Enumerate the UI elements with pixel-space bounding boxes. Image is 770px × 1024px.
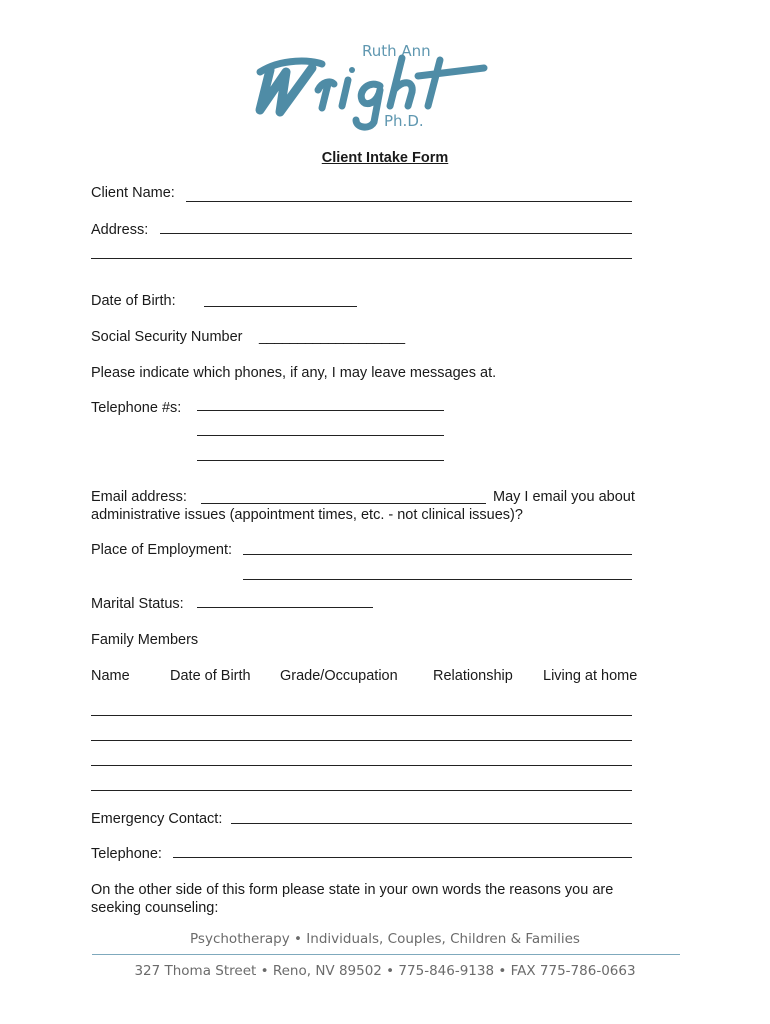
closing-instruction-continued: seeking counseling: (91, 900, 219, 916)
ssn-field[interactable]: ___________________ (259, 329, 405, 345)
telephone-label: Telephone: (91, 846, 162, 862)
email-question-text: May I email you about (493, 489, 635, 505)
family-column-date-of-birth: Date of Birth (170, 668, 251, 684)
email-label: Email address: (91, 489, 187, 505)
client-name-label: Client Name: (91, 185, 175, 201)
address-field-line-2[interactable] (91, 258, 632, 259)
emergency-contact-label: Emergency Contact: (91, 811, 223, 827)
dob-field[interactable] (204, 306, 357, 307)
telephone-field-1[interactable] (197, 410, 444, 411)
telephones-label: Telephone #s: (91, 400, 182, 416)
dob-label: Date of Birth: (91, 293, 176, 309)
footer-divider (92, 954, 680, 955)
telephone-field-2[interactable] (197, 435, 444, 436)
email-field[interactable] (201, 503, 486, 504)
employment-field-line-1[interactable] (243, 554, 632, 555)
family-column-name: Name (91, 668, 130, 684)
marital-status-field[interactable] (197, 607, 373, 608)
logo-script-mark (252, 50, 492, 132)
ssn-label: Social Security Number (91, 329, 243, 345)
footer-contact: 327 Thoma Street • Reno, NV 89502 • 775-846-9138 • FAX 775-786-0663 (134, 963, 636, 979)
family-column-relationship: Relationship (433, 668, 513, 684)
logo-name-text: Ruth Ann (362, 42, 431, 60)
telephone-field-3[interactable] (197, 460, 444, 461)
address-field-line-1[interactable] (160, 233, 632, 234)
family-row-line-2[interactable] (91, 740, 632, 741)
family-column-grade-occupation: Grade/Occupation (280, 668, 398, 684)
form-title: Client Intake Form (321, 150, 449, 166)
logo-degree-text: Ph.D. (384, 112, 424, 130)
phones-instruction: Please indicate which phones, if any, I may leave messages at. (91, 365, 497, 381)
address-label: Address: (91, 222, 149, 238)
family-row-line-3[interactable] (91, 765, 632, 766)
email-question-text-continued: administrative issues (appointment times, etc. - not clinical issues)? (91, 507, 523, 523)
family-column-living-at-home: Living at home (543, 668, 638, 684)
telephone-field[interactable] (173, 857, 632, 858)
emergency-contact-field[interactable] (231, 823, 632, 824)
footer-services: Psychotherapy • Individuals, Couples, Children & Families (190, 931, 580, 947)
marital-status-label: Marital Status: (91, 596, 184, 612)
closing-instruction: On the other side of this form please state in your own words the reasons you are (91, 882, 614, 898)
client-name-field[interactable] (186, 201, 632, 202)
family-members-heading: Family Members (91, 632, 199, 648)
family-row-line-1[interactable] (91, 715, 632, 716)
employment-label: Place of Employment: (91, 542, 233, 558)
employment-field-line-2[interactable] (243, 579, 632, 580)
family-row-line-4[interactable] (91, 790, 632, 791)
